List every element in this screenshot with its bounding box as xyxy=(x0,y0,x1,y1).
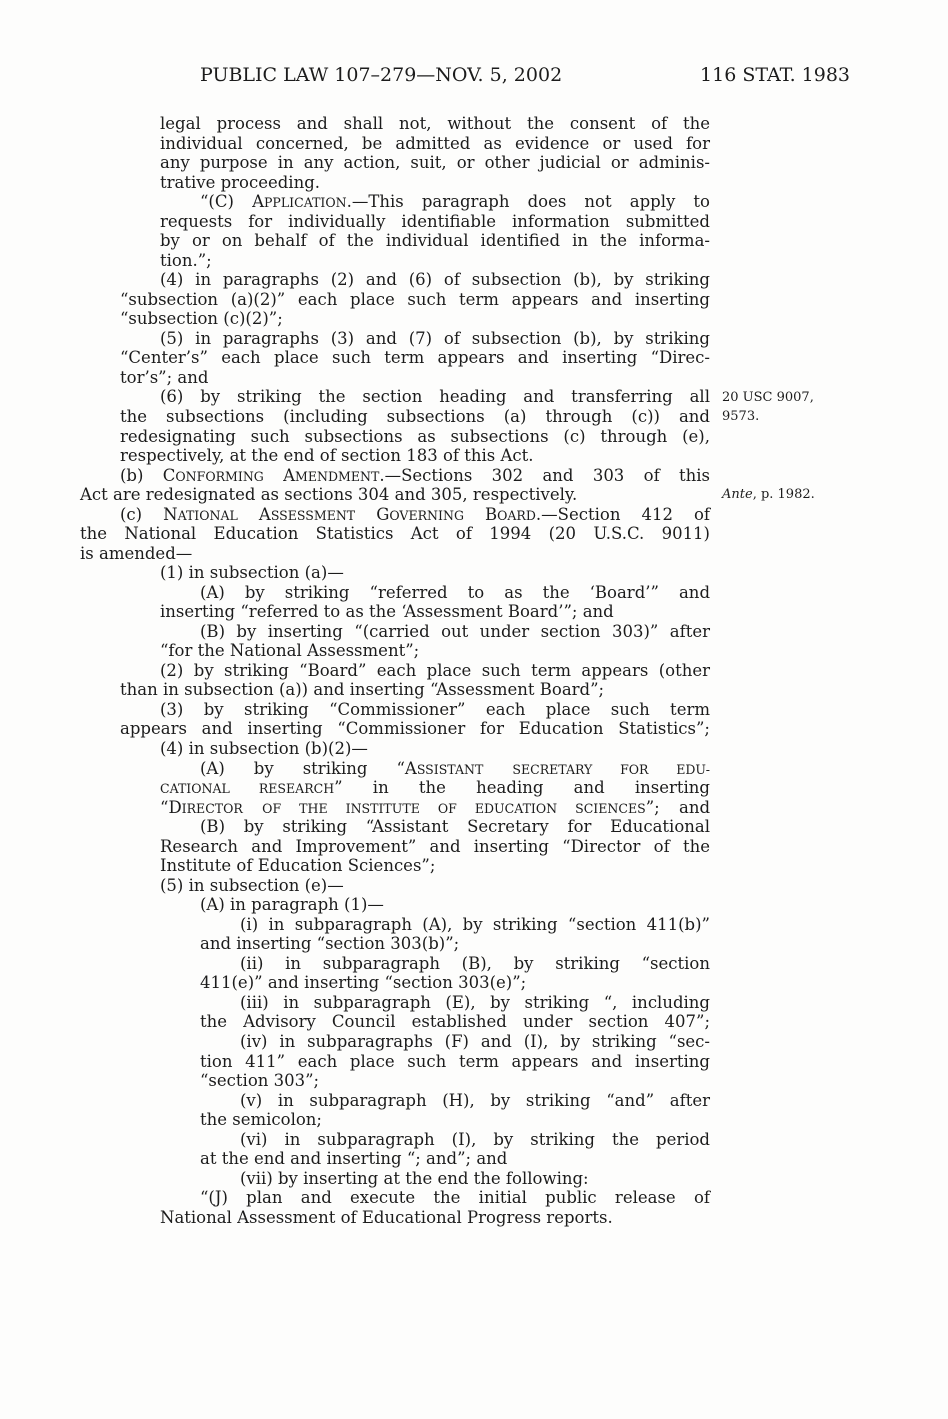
text-line: at the end and inserting “; and”; and xyxy=(200,1149,508,1169)
small-caps-heading: OF THE INSTITUTE OF EDUCATION SCIENCES xyxy=(262,800,646,816)
text-run xyxy=(464,505,485,524)
text-line: (5) in paragraphs (3) and (7) of subsection (b), by striking xyxy=(160,328,710,348)
text-line: National Assessment of Educational Progress reports. xyxy=(160,1207,613,1227)
text-line: (i) in subparagraph (A), by striking “section 411(b)” xyxy=(240,914,710,934)
margin-note-text: , p. 1982. xyxy=(752,487,815,503)
text-run: (A) by striking “ xyxy=(200,758,405,778)
text-line: redesignating such subsections as subsections (c) through (e), xyxy=(120,426,710,446)
text-line: (A) by striking “referred to as the ‘Board’” and xyxy=(200,582,710,602)
text-line: Institute of Education Sciences”; xyxy=(160,856,436,876)
small-caps-heading: SECRETARY FOR EDU- xyxy=(512,761,711,777)
text-run xyxy=(238,505,259,524)
text-line xyxy=(120,505,710,525)
text-line xyxy=(160,778,710,798)
text-line: by or on behalf of the individual identified in the informa- xyxy=(160,231,710,251)
text-line: “section 303”; xyxy=(200,1071,320,1091)
text-line: (iv) in subparagraphs (F) and (I), by striking “sec- xyxy=(240,1031,710,1051)
text-line: “(J) plan and execute the initial public release of xyxy=(200,1188,710,1208)
text-line: and inserting “section 303(b)”; xyxy=(200,934,460,954)
small-caps-heading: GOVERNING xyxy=(376,504,464,524)
text-line: (4) in subsection (b)(2)— xyxy=(160,739,368,758)
small-caps-heading: NATIONAL xyxy=(163,504,238,524)
running-head-folio: 116 STAT. 1983 xyxy=(700,64,850,86)
small-caps-heading: ASSESSMENT xyxy=(258,504,356,524)
margin-note-citation: 9573. xyxy=(722,409,760,425)
text-line: the subsections (including subsections (a) through (c)) and xyxy=(120,406,710,426)
text-line: “subsection (a)(2)” each place such term appears and inserting xyxy=(120,289,710,309)
text-line: inserting “referred to as the ‘Assessment Board’”; and xyxy=(160,602,614,622)
text-run xyxy=(264,466,283,485)
text-line: (4) in paragraphs (2) and (6) of subsection (b), by striking xyxy=(160,270,710,290)
text-line: requests for individually identifiable information submitted xyxy=(160,211,710,231)
text-line: any purpose in any action, suit, or other judicial or adminis- xyxy=(160,153,710,173)
text-run: (c) xyxy=(120,504,164,524)
text-line: (5) in subsection (e)— xyxy=(160,875,344,895)
text-line: appears and inserting “Commissioner for Education Statistics”; xyxy=(120,719,710,739)
text-line: the Advisory Council established under section 407”; xyxy=(200,1012,710,1032)
text-line: than in subsection (a)) and inserting “Assessment Board”; xyxy=(120,680,605,700)
text-run: .—This paragraph does not apply to xyxy=(346,192,710,212)
text-run: “ xyxy=(160,797,169,817)
body-text xyxy=(0,114,948,1227)
text-line: Research and Improvement” and inserting “Director of the xyxy=(160,836,710,856)
text-line: Act are redesignated as sections 304 and 305, respectively. xyxy=(80,485,578,505)
small-caps-heading: BOARD xyxy=(484,504,536,524)
text-line: (A) in paragraph (1)— xyxy=(200,895,384,915)
text-line: (vii) by inserting at the end the following: xyxy=(240,1168,589,1188)
text-line: legal process and shall not, without the consent of the xyxy=(160,114,710,133)
text-run xyxy=(355,505,376,524)
small-caps-heading: AMENDMENT xyxy=(283,465,380,485)
text-line: tion 411” each place such term appears and inserting xyxy=(200,1051,710,1071)
small-caps-heading: CATIONAL RESEARCH xyxy=(160,781,335,797)
text-line: (2) by striking “Board” each place such term appears (other xyxy=(160,660,710,680)
text-line: individual concerned, be admitted as evidence or used for xyxy=(160,133,710,153)
text-line xyxy=(200,192,710,212)
text-run: (b) xyxy=(120,465,163,485)
text-run xyxy=(243,798,262,817)
text-line: is amended— xyxy=(80,543,193,563)
text-line: (B) by inserting “(carried out under section 303)” after xyxy=(200,621,710,641)
text-line: the semicolon; xyxy=(200,1110,322,1130)
text-run: .—Sections 302 and 303 of this xyxy=(379,465,710,485)
text-line: (v) in subparagraph (H), by striking “and” after xyxy=(240,1090,710,1110)
text-line: (3) by striking “Commissioner” each place such term xyxy=(160,699,710,719)
margin-note-citation: 20 USC 9007, xyxy=(722,389,814,405)
text-line: the National Education Statistics Act of 1994 (20 U.S.C. 9011) xyxy=(80,524,710,544)
text-line xyxy=(120,466,710,486)
text-line: (B) by striking “Assistant Secretary for Educational xyxy=(200,817,710,837)
text-line: (1) in subsection (a)— xyxy=(160,563,344,583)
text-line: “for the National Assessment”; xyxy=(160,641,420,661)
text-line: “subsection (c)(2)”; xyxy=(120,309,283,329)
small-caps-heading: CONFORMING xyxy=(162,465,264,485)
text-run: .—Section 412 of xyxy=(535,504,710,524)
text-line: respectively, at the end of section 183 of this Act. xyxy=(120,446,534,466)
text-line: tion.”; xyxy=(160,250,212,270)
text-line: (vi) in subparagraph (I), by striking the period xyxy=(240,1129,710,1149)
text-line xyxy=(160,798,710,818)
margin-note-italic: Ante xyxy=(722,487,753,503)
text-line: (iii) in subparagraph (E), by striking “, including xyxy=(240,992,710,1012)
text-line: 411(e)” and inserting “section 303(e)”; xyxy=(200,973,527,993)
small-caps-heading: DIRECTOR xyxy=(168,797,243,817)
text-line xyxy=(200,759,710,779)
text-line: tor’s”; and xyxy=(120,367,209,387)
text-line: (6) by striking the section heading and transferring all xyxy=(160,387,710,407)
text-run xyxy=(483,759,512,778)
text-run: ”; and xyxy=(645,797,711,817)
text-run: ” in the heading and inserting xyxy=(334,778,710,798)
text-line: (ii) in subparagraph (B), by striking “section xyxy=(240,953,710,973)
text-line: “Center’s” each place such term appears and inserting “Direc- xyxy=(120,348,710,368)
small-caps-heading: APPLICATION xyxy=(252,192,347,212)
running-head-title: PUBLIC LAW 107–279—NOV. 5, 2002 xyxy=(200,64,563,86)
text-run: “(C) xyxy=(200,192,253,212)
text-line: trative proceeding. xyxy=(160,172,321,192)
small-caps-heading: ASSISTANT xyxy=(404,758,484,778)
